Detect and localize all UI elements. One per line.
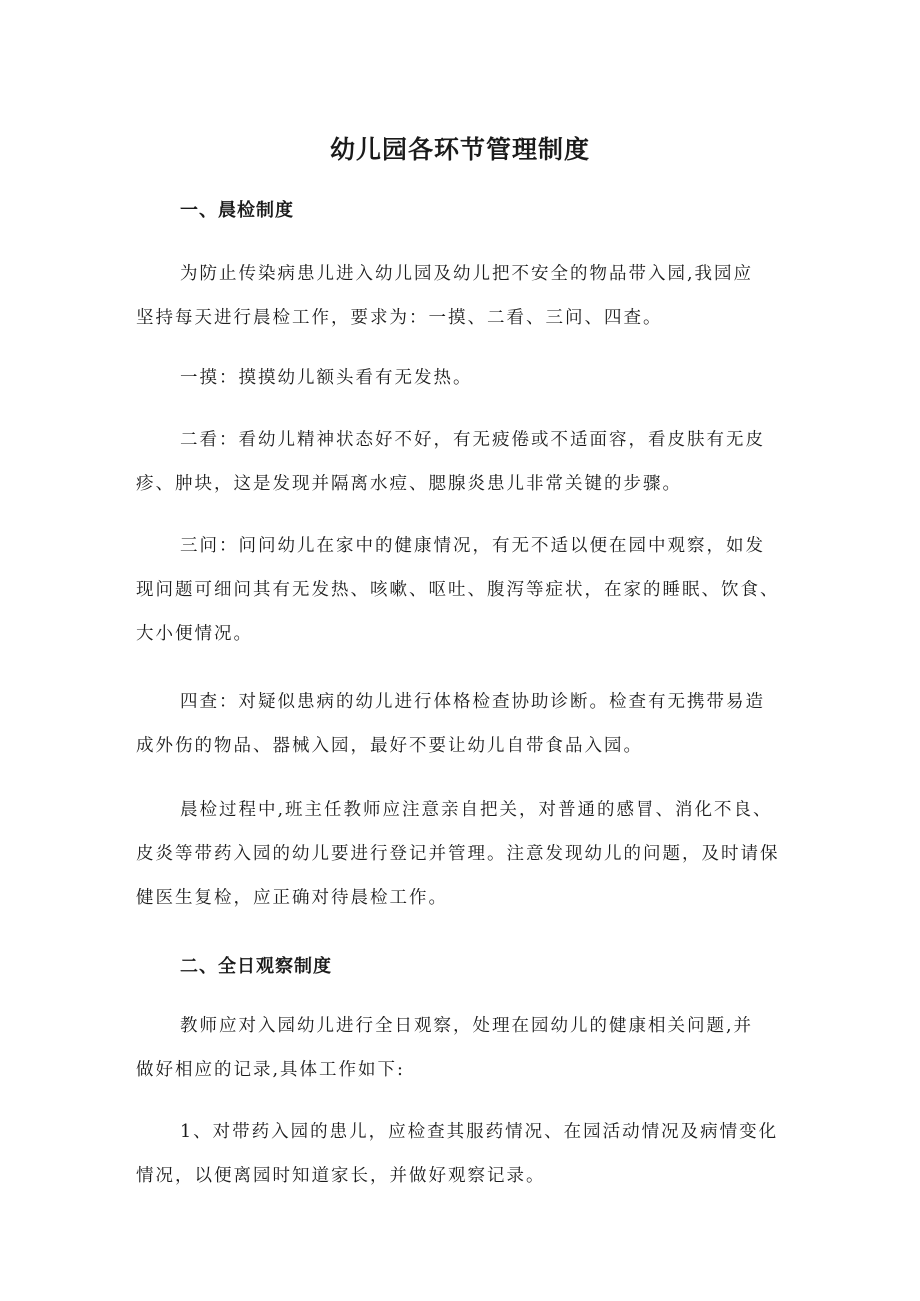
paragraph-line: 四查：对疑似患病的幼儿进行体格检查协助诊断。检查有无携带易造 [180,692,765,712]
paragraph [136,1004,796,1092]
paragraph-line: 现问题可细问其有无发热、咳嗽、呕吐、腹泻等症状，在家的睡眠、饮食、 [136,580,780,600]
paragraph [136,524,796,656]
paragraph [136,418,796,506]
paragraph-line: 坚持每天进行晨检工作，要求为：一摸、二看、三问、四查。 [136,308,663,328]
paragraph [136,680,796,768]
paragraph-line: 情况，以便离园时知道家长，并做好观察记录。 [136,1166,546,1186]
paragraph-line: 教师应对入园幼儿进行全日观察，处理在园幼儿的健康相关问题,并 [180,1016,754,1036]
paragraph [136,1110,796,1198]
section-heading: 二、全日观察制度 [180,956,332,977]
paragraph-line: 疹、肿块，这是发现并隔离水痘、腮腺炎患儿非常关键的步骤。 [136,474,682,494]
paragraph-line: 二看：看幼儿精神状态好不好，有无疲倦或不适面容，看皮肤有无皮 [180,430,765,450]
paragraph-line: 做好相应的记录,具体工作如下: [136,1060,405,1080]
paragraph-line: 三问：问问幼儿在家中的健康情况，有无不适以便在园中观察，如发 [180,536,765,556]
paragraph-line: 为防止传染病患儿进入幼儿园及幼儿把不安全的物品带入园,我园应 [180,264,754,284]
paragraph-line: 一摸：摸摸幼儿额头看有无发热。 [180,368,473,388]
paragraph-line: 大小便情况。 [136,624,253,644]
paragraph [136,252,796,340]
paragraph-line: 健医生复检，应正确对待晨检工作。 [136,888,448,908]
section-heading: 一、晨检制度 [180,200,294,221]
paragraph [136,788,796,920]
document-title: 幼儿园各环节管理制度 [329,135,590,164]
paragraph-line: 1、对带药入园的患儿，应检查其服药情况、在园活动情况及病情变化 [180,1122,779,1142]
paragraph-line: 成外伤的物品、器械入园，最好不要让幼儿自带食品入园。 [136,736,643,756]
paragraph-line: 皮炎等带药入园的幼儿要进行登记并管理。注意发现幼儿的问题，及时请保 [136,844,780,864]
paragraph [136,356,796,400]
paragraph-line: 晨检过程中,班主任教师应注意亲自把关，对普通的感冒、消化不良、 [180,800,773,820]
